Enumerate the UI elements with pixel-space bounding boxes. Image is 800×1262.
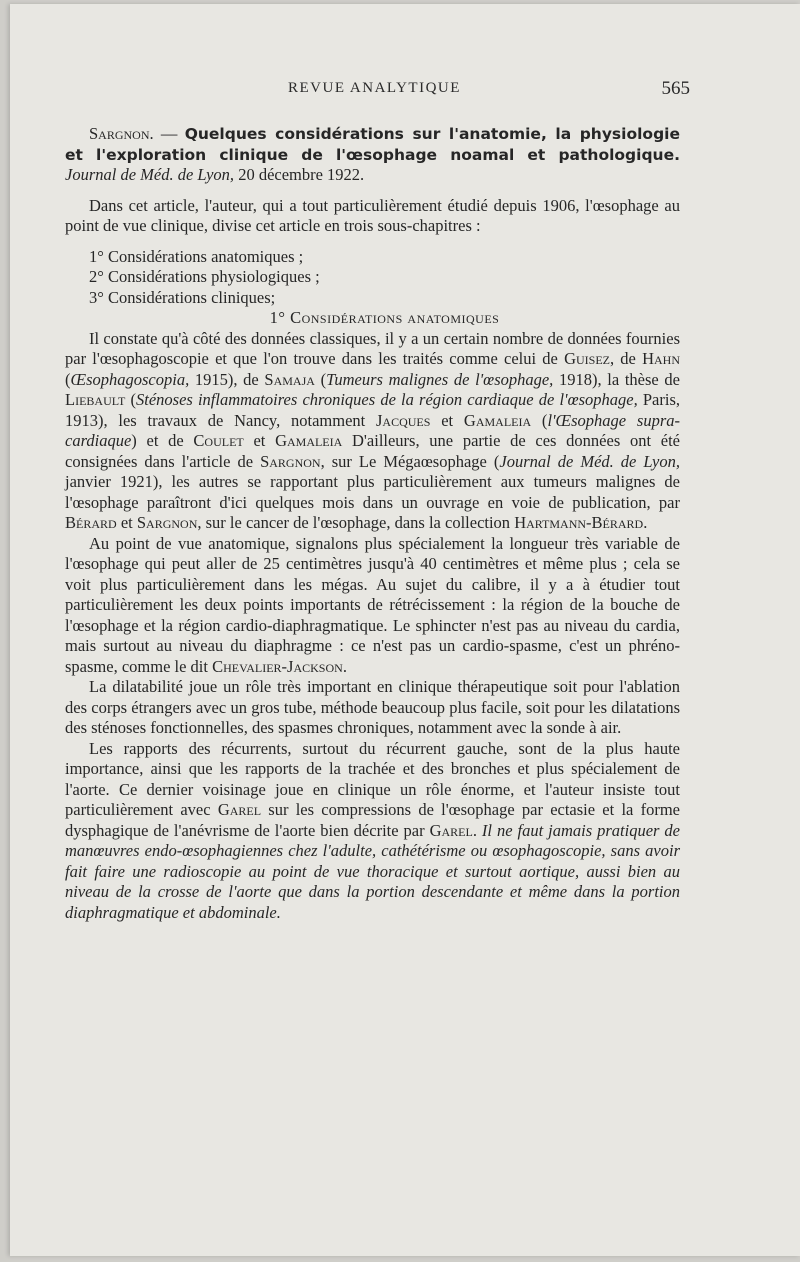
reference-journal: Journal de Méd. de Lyon, [65, 165, 235, 184]
paragraph-3: La dilatabilité joue un rôle très important en clinique thérapeutique soit pour l'ablation des corps étrangers avec un gros tube, méthode beaucoup plus facile, soit pour les dilatations des sténoses fonctionnelles, des spasmes chroniques, notamment avec la sonde à air. [65, 677, 680, 737]
paragraph-4: Les rapports des récurrents, surtout du récurrent gauche, sont de la plus haute importance, ainsi que les rapports de la trachée et des bronches et plus spécialement de l'aorte. Ce dernier voisinage joue en clinique un rôle énorme, et l'auteur insiste tout particulièrement avec Garel sur les compressions de l'œsophage par ectasie et la forme dysphagique de l'anévrisme de l'aorte bien décrite par Garel. Il ne faut jamais pratiquer de manœuvres endo-œsophagiennes chez l'adulte, cathétérisme ou œsophagoscopie, sans avoir fait faire une radioscopie au point de vue thoracique et surtout aortique, aussi bien au niveau de la crosse de l'aorte que dans la portion descendante et même dans la portion diaphragmatique et abdominale. [65, 738, 681, 922]
paragraph-1: Il constate qu'à côté des données classiques, il y a un certain nombre de données fournies par l'œsophagoscopie et que l'on trouve dans les traités comme celui de Guisez, de Hahn (Œsophagoscopia, 1915), de Samaja (Tumeurs malignes de l'œsophage, 1918), la thèse de Liebault (Sténoses inflammatoires chroniques de la région cardiaque de l'œsophage, Paris, 1913), les travaux de Nancy, notamment Jacques et Gamaleia (l'Œsophage supra-cardiaque) et de Coulet et Gamaleia D'ailleurs, une partie de ces données ont été consignées dans l'article de Sargnon, sur Le Mégaœsophage (Journal de Méd. de Lyon, janvier 1921), les autres se rapportant plus particulièrement aux tumeurs malignes de l'œsophage paraîtront d'ici quelques mois dans un ouvrage en voie de publication, par Bérard et Sargnon, sur le cancer de l'œsophage, dans la collection Hartmann-Bérard. [65, 328, 681, 532]
chapter-list [65, 247, 680, 309]
intro-paragraph: Dans cet article, l'auteur, qui a tout particulièrement étudié depuis 1906, l'œsophage au point de vue clinique, divise cet article en trois sous-chapitres : [65, 195, 680, 235]
chapter-item: 2° Considérations physiologiques ; [89, 267, 320, 286]
bibliographic-reference: Sargnon. — Quelques considérations sur l'anatomie, la physiologie et l'exploration clinique de l'œsophage noamal et pathologique. Journal de Méd. de Lyon, 20 décembre 1922. [65, 124, 681, 184]
chapter-item: 1° Considérations anatomiques ; [89, 246, 304, 266]
page-header [10, 80, 800, 102]
running-title: REVUE ANALYTIQUE [288, 80, 461, 96]
reference-author: Sargnon. [89, 124, 154, 143]
reference-title: Quelques considérations sur l'anatomie, la physiologie et l'exploration clinique de l'œsophage noamal et pathologique. [65, 125, 681, 164]
article-body [65, 124, 680, 923]
section-title: 1° Considérations anatomiques [269, 308, 500, 327]
reference-date: 20 décembre 1922. [234, 165, 365, 184]
paragraph-2: Au point de vue anatomique, signalons plus spécialement la longueur très variable de l'œsophage qui peut aller de 25 centimètres jusqu'à 40 centimètres et même plus ; cela se voit plus particulièrement dans les mégas. Au sujet du calibre, il y a à étudier tout particulièrement les deux points importants de rétrécissement : la région de la bouche de l'œsophage et la région cardio-diaphragmatique. Le sphincter n'est pas au niveau du cardia, mais surtout au niveau du diaphragme : ce n'est pas un cardio-spasme, c'est un phréno-spasme, comme le dit Chevalier-Jackson. [65, 533, 680, 676]
page-number: 565 [661, 78, 690, 99]
chapter-item: 3° Considérations cliniques; [89, 287, 276, 307]
